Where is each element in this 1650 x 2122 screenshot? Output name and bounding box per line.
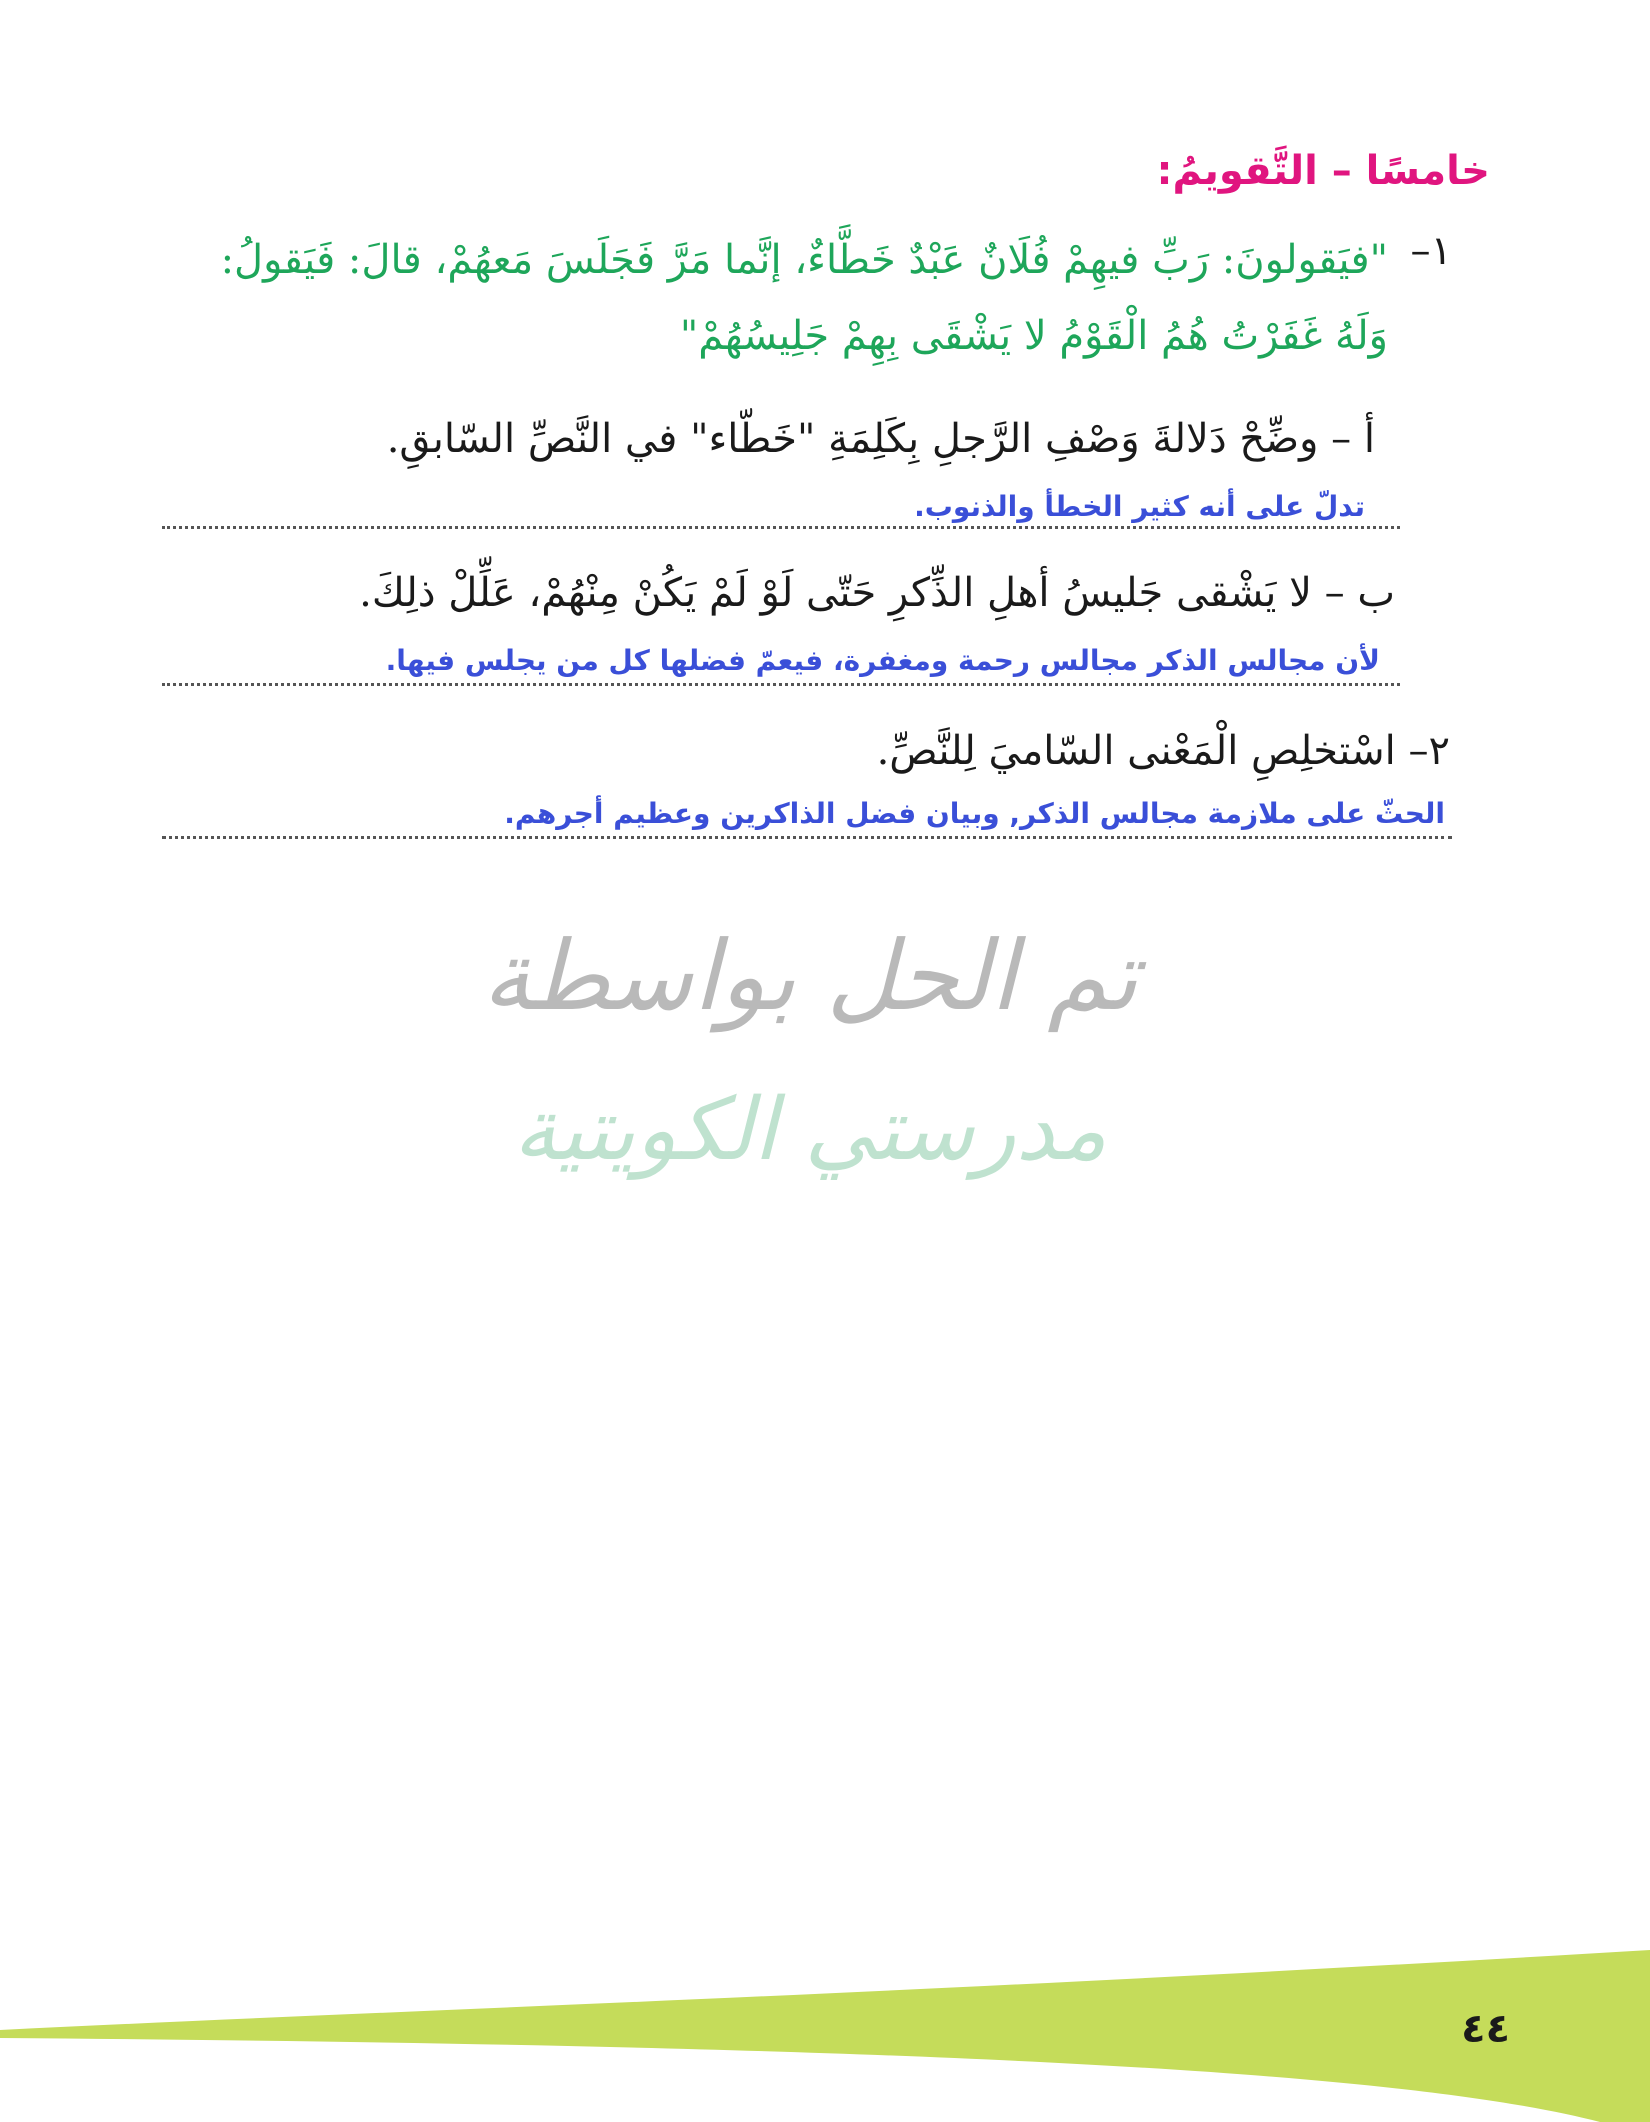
page-number: ٤٤ (1461, 2006, 1510, 2052)
question-1a-answer[interactable]: تدلّ على أنه كثير الخطأ والذنوب. (914, 490, 1365, 523)
footer-band (0, 1950, 1650, 2122)
question-2-text: ٢– اسْتخلِصِ الْمَعْنى السّاميَ لِلنَّصِّ. (876, 728, 1450, 774)
watermark-line-2: مدرستي الكويتية (513, 1080, 1107, 1180)
section-title: خامسًا – التَّقويمُ: (1156, 148, 1490, 194)
question-1a-text: أ – وضِّحْ دَلالةَ وَصْفِ الرَّجلِ بِكَلِمَةِ "خَطّاء" في النَّصِّ السّابقِ. (386, 416, 1375, 462)
watermark (470, 920, 1150, 1220)
answer-line-2 (162, 836, 1452, 839)
watermark-line-1: تم الحل بواسطة (482, 920, 1138, 1032)
question-1b-answer[interactable]: لأن مجالس الذكر مجالس رحمة ومغفرة، فيعمّ فضلها كل من يجلس فيها. (385, 644, 1380, 677)
answer-line-1b (162, 683, 1400, 686)
question-2-answer[interactable]: الحثّ على ملازمة مجالس الذكر, وبيان فضل الذاكرين وعظيم أجرهم. (504, 797, 1445, 830)
answer-line-1a (162, 526, 1400, 529)
question-1-number: ١– (1410, 228, 1452, 274)
hadith-quote: "فيَقولونَ: رَبِّ فيهِمْ فُلَانٌ عَبْدٌ خَطَّاءٌ، إنَّما مَرَّ فَجَلَسَ مَعهُمْ، قالَ: فَيَقولُ: وَلَهُ غَفَرْتُ هُمُ الْقَوْمُ لا يَشْقَى بِهِمْ جَلِيسُهُمْ" (220, 237, 1388, 359)
question-1b-text: ب – لا يَشْقى جَليسُ أهلِ الذِّكرِ حَتّى لَوْ لَمْ يَكُنْ مِنْهُمْ، عَلِّلْ ذلِكَ. (359, 570, 1395, 616)
